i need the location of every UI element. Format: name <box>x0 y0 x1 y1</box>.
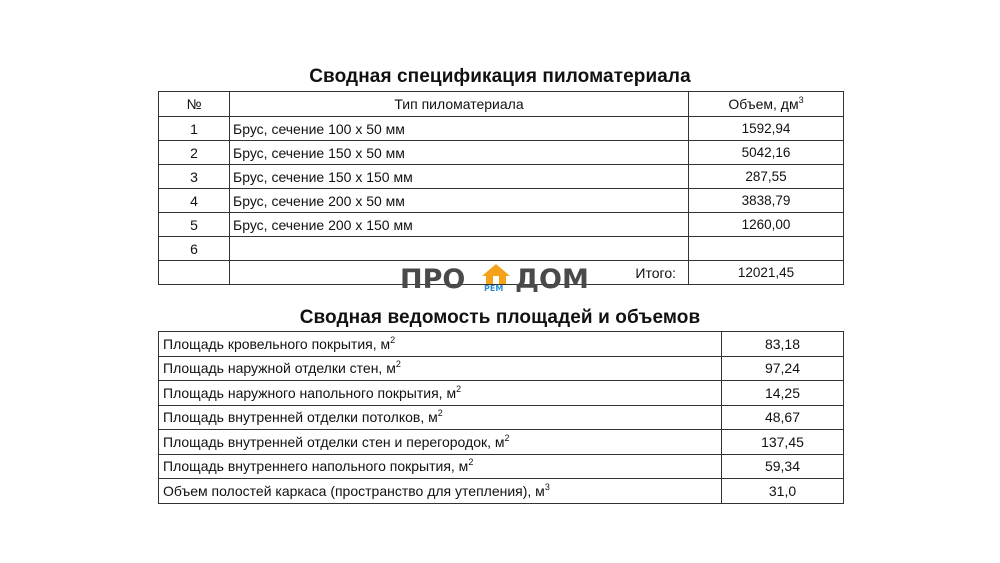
logo-small-text: РЕМ <box>484 284 504 293</box>
row-type: Брус, сечение 100 х 50 мм <box>230 117 689 141</box>
area-unit-sup: 2 <box>390 334 396 345</box>
table-row <box>159 454 844 479</box>
row-volume: 3838,79 <box>689 189 844 213</box>
area-name-text: Площадь наружной отделки стен, м <box>163 360 396 377</box>
header-num: № <box>159 92 230 117</box>
table-row <box>159 117 844 141</box>
area-name-text: Площадь внутренней отделки потолков, м <box>163 409 438 426</box>
area-name <box>159 356 722 381</box>
area-unit-sup: 2 <box>504 432 510 443</box>
area-name-text: Площадь внутренней отделки стен и перегородок, м <box>163 433 505 450</box>
table-row <box>159 430 844 455</box>
total-blank-cell <box>159 261 230 285</box>
header-volume-sup: 3 <box>798 95 804 105</box>
prodom-logo <box>400 262 600 298</box>
row-num: 5 <box>159 213 230 237</box>
row-type <box>230 237 689 261</box>
table-row <box>159 213 844 237</box>
total-value: 12021,45 <box>689 261 844 285</box>
area-name <box>159 454 722 479</box>
row-type: Брус, сечение 200 х 150 мм <box>230 213 689 237</box>
area-value: 97,24 <box>722 356 844 381</box>
area-name <box>159 430 722 455</box>
row-type: Брус, сечение 150 х 150 мм <box>230 165 689 189</box>
areas-table <box>158 331 844 504</box>
row-num: 1 <box>159 117 230 141</box>
area-name <box>159 479 722 504</box>
table-row <box>159 332 844 357</box>
row-volume: 1260,00 <box>689 213 844 237</box>
area-name-text: Площадь внутреннего напольного покрытия, м <box>163 458 469 475</box>
area-value: 14,25 <box>722 381 844 406</box>
row-volume: 5042,16 <box>689 141 844 165</box>
lumber-spec-table <box>158 91 844 285</box>
row-volume: 287,55 <box>689 165 844 189</box>
logo-text-right: ДОМ <box>515 264 589 295</box>
area-name-text: Объем полостей каркаса (пространство для утепления), м <box>163 482 545 499</box>
header-volume <box>689 92 844 117</box>
row-num: 3 <box>159 165 230 189</box>
table-header-row <box>159 92 844 117</box>
area-unit-sup: 2 <box>395 359 401 370</box>
table-row <box>159 189 844 213</box>
row-type: Брус, сечение 200 х 50 мм <box>230 189 689 213</box>
row-volume <box>689 237 844 261</box>
row-type: Брус, сечение 150 х 50 мм <box>230 141 689 165</box>
area-unit-sup: 2 <box>437 408 443 419</box>
area-unit-sup: 2 <box>468 457 474 468</box>
table-row <box>159 479 844 504</box>
table-row <box>159 381 844 406</box>
row-volume: 1592,94 <box>689 117 844 141</box>
area-value: 137,45 <box>722 430 844 455</box>
area-value: 83,18 <box>722 332 844 357</box>
logo-text-left: ПРО <box>400 264 466 295</box>
spec-title: Сводная спецификация пиломатериала <box>309 66 691 87</box>
table-row <box>159 356 844 381</box>
header-type: Тип пиломатериала <box>230 92 689 117</box>
area-name-text: Площадь наружного напольного покрытия, м <box>163 384 457 401</box>
area-unit-sup: 3 <box>544 481 550 492</box>
areas-title: Сводная ведомость площадей и объемов <box>299 307 701 328</box>
area-value: 48,67 <box>722 405 844 430</box>
area-name-text: Площадь кровельного покрытия, м <box>163 335 391 352</box>
area-name <box>159 332 722 357</box>
area-name <box>159 381 722 406</box>
table-row <box>159 405 844 430</box>
total-label: Итого: <box>230 261 689 285</box>
area-value: 59,34 <box>722 454 844 479</box>
header-volume-label: Объем, дм <box>728 96 799 112</box>
row-num: 4 <box>159 189 230 213</box>
table-row <box>159 141 844 165</box>
area-name <box>159 405 722 430</box>
row-num: 2 <box>159 141 230 165</box>
area-unit-sup: 2 <box>456 383 462 394</box>
table-row <box>159 165 844 189</box>
table-row <box>159 237 844 261</box>
area-value: 31,0 <box>722 479 844 504</box>
row-num: 6 <box>159 237 230 261</box>
